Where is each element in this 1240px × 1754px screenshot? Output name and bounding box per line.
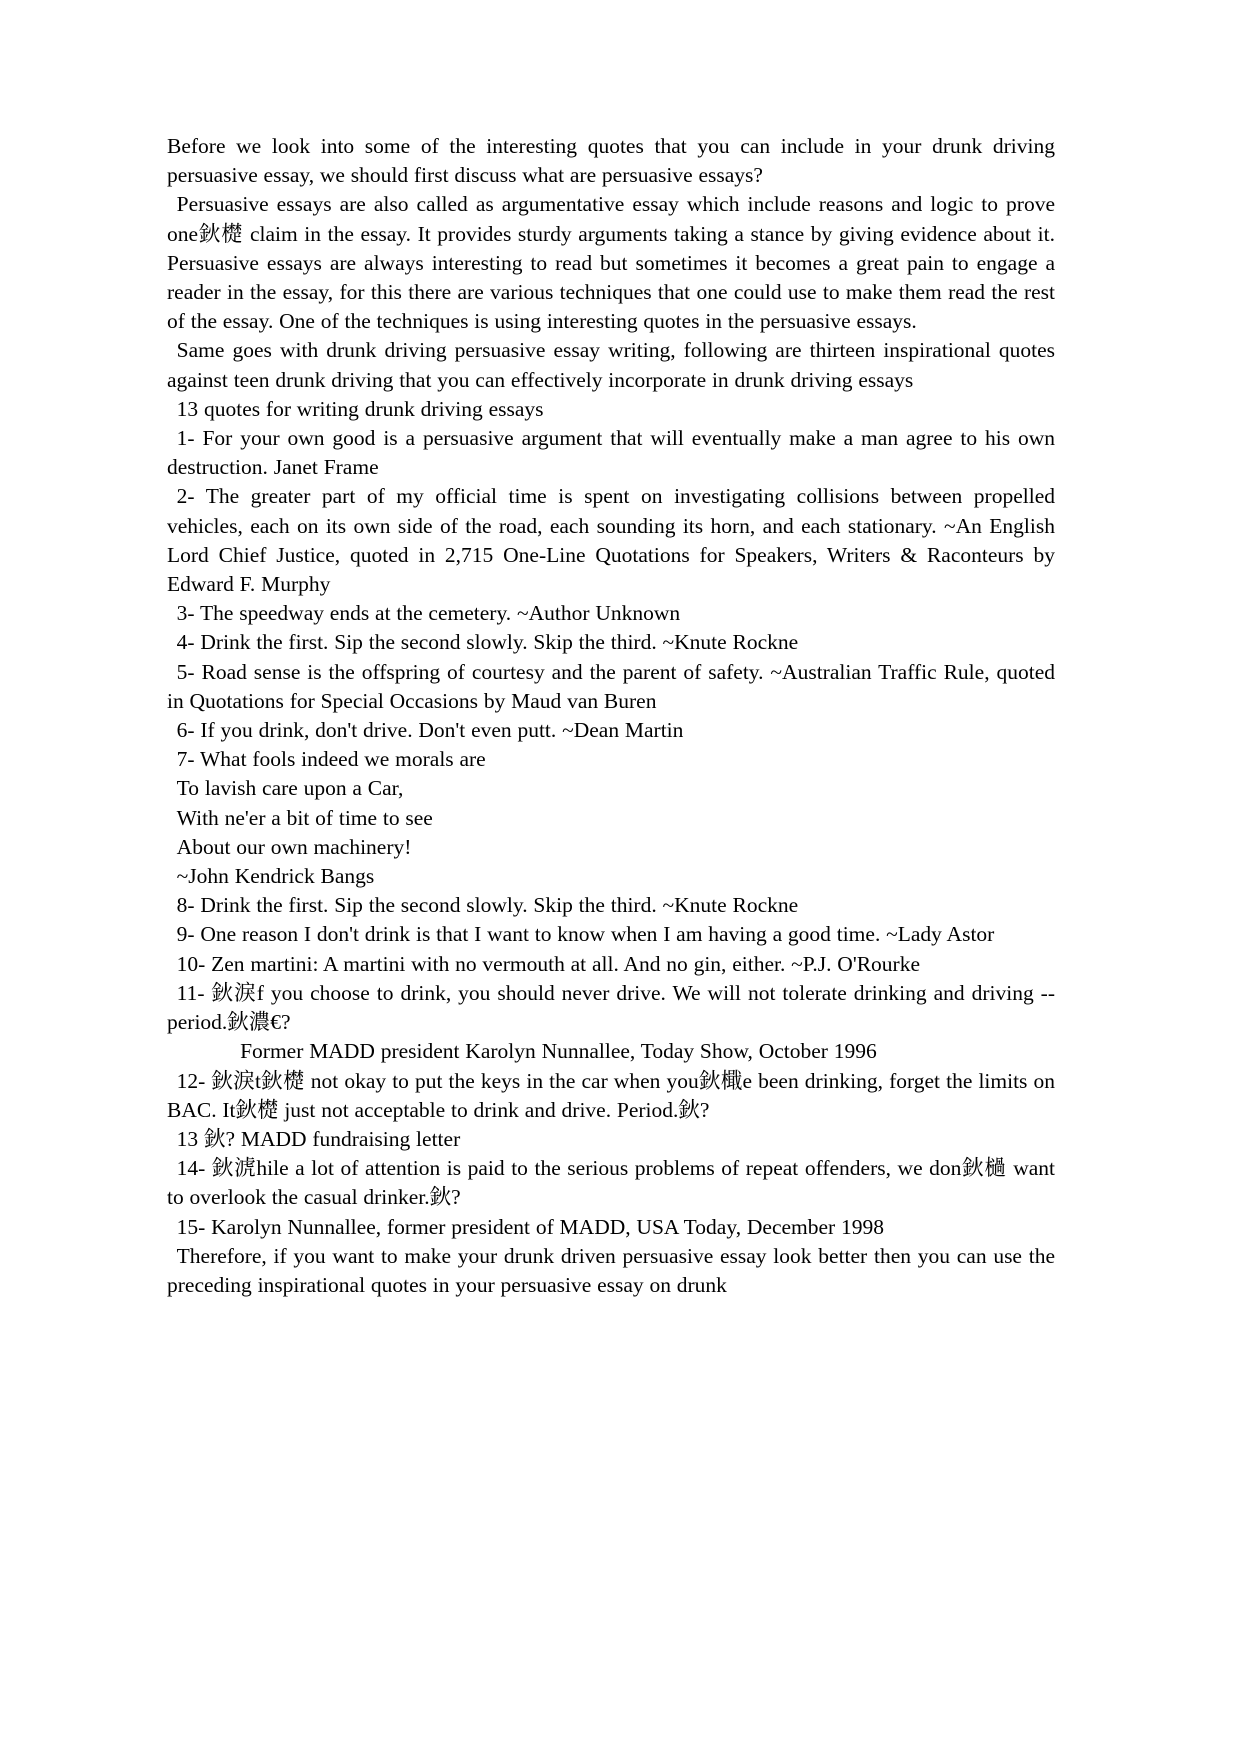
paragraph: 6- If you drink, don't drive. Don't even putt. ~Dean Martin bbox=[176, 718, 684, 743]
paragraph: 7- What fools indeed we morals are bbox=[176, 747, 486, 772]
paragraph: 9- One reason I don't drink is that I want to know when I am having a good time. ~Lady Astor bbox=[176, 922, 995, 947]
paragraph: Same goes with drunk driving persuasive essay writing, following are thirteen inspirational quotes against teen drunk driving that you can effectively incorporate in drunk driving essays bbox=[167, 338, 1055, 392]
paragraph: ~John Kendrick Bangs bbox=[176, 864, 375, 889]
paragraph: 2- The greater part of my official time is spent on investigating collisions between propelled vehicles, each on its own side of the road, each sounding its horn, and each stationary. ~An English Lord Chief Justice, quoted in 2,715 One-Line Quotations for Speakers, Writers & Raconteurs by Edward F. Murphy bbox=[167, 484, 1055, 597]
paragraph: With ne'er a bit of time to see bbox=[176, 805, 433, 830]
paragraph: Therefore, if you want to make your drunk driven persuasive essay look better then you can use the preceding inspirational quotes in your persuasive essay on drunk bbox=[167, 1243, 1055, 1297]
paragraph: 13 鈥? MADD fundraising letter bbox=[176, 1126, 461, 1151]
paragraph: 11- 鈥淚f you choose to drink, you should never drive. We will not tolerate drinking and driving -- period.鈥濃€? bbox=[167, 980, 1055, 1035]
paragraph: 10- Zen martini: A martini with no vermouth at all. And no gin, either. ~P.J. O'Rourke bbox=[176, 951, 920, 976]
document-body bbox=[167, 132, 1055, 1300]
paragraph: Before we look into some of the interesting quotes that you can include in your drunk driving persuasive essay, we should first discuss what are persuasive essays? bbox=[167, 134, 1055, 188]
paragraph: 3- The speedway ends at the cemetery. ~Author Unknown bbox=[176, 601, 681, 626]
paragraph: 5- Road sense is the offspring of courtesy and the parent of safety. ~Australian Traffic Rule, quoted in Quotations for Special Occasions by Maud van Buren bbox=[167, 659, 1055, 713]
paragraph: Former MADD president Karolyn Nunnallee, Today Show, October 1996 bbox=[240, 1039, 877, 1064]
paragraph: Persuasive essays are also called as argumentative essay which include reasons and logic to prove one鈥檚 claim in the essay. It provides sturdy arguments taking a stance by giving evidence about it. Persuasive essays are always interesting to read but sometimes it becomes a great pain to engage a reader in the essay, for this there are various techniques that one could use to make them read the rest of the essay. One of the techniques is using interesting quotes in the persuasive essays. bbox=[167, 192, 1055, 334]
paragraph: 14- 鈥淲hile a lot of attention is paid to the serious problems of repeat offenders, we don鈥檛 want to overlook the casual drinker.鈥? bbox=[167, 1156, 1055, 1210]
paragraph: To lavish care upon a Car, bbox=[176, 776, 404, 801]
paragraph: 1- For your own good is a persuasive argument that will eventually make a man agree to his own destruction. Janet Frame bbox=[167, 426, 1055, 480]
paragraph: 12- 鈥淚t鈥檚 not okay to put the keys in the car when you鈥檝e been drinking, forget the limits on BAC. It鈥檚 just not acceptable to drink and drive. Period.鈥? bbox=[167, 1068, 1055, 1122]
paragraph: 4- Drink the first. Sip the second slowly. Skip the third. ~Knute Rockne bbox=[176, 630, 799, 655]
paragraph: 13 quotes for writing drunk driving essays bbox=[176, 396, 544, 421]
paragraph: 15- Karolyn Nunnallee, former president of MADD, USA Today, December 1998 bbox=[176, 1214, 885, 1239]
paragraph: About our own machinery! bbox=[176, 834, 412, 859]
paragraph: 8- Drink the first. Sip the second slowly. Skip the third. ~Knute Rockne bbox=[176, 893, 799, 918]
